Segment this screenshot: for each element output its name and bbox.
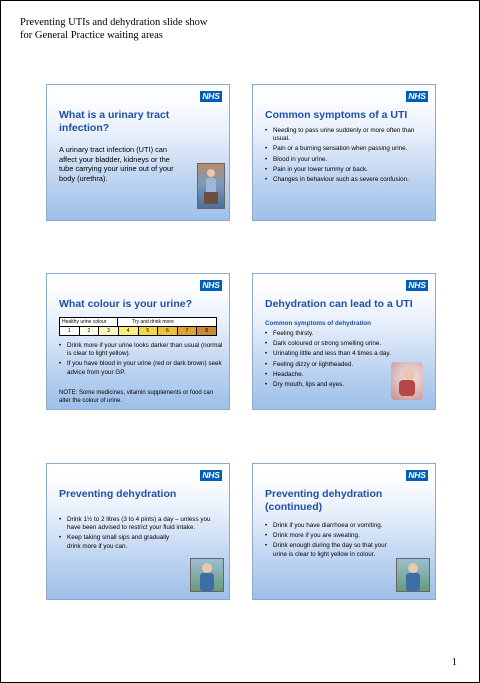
- slide-title: Preventing dehydration: [59, 488, 177, 500]
- slide-body: A urinary tract infection (UTI) can affect your bladder, kidneys or the tube carrying your urine out of your body (urethra).: [59, 145, 174, 183]
- chart-labels: [59, 317, 217, 326]
- urine-advice-list: [59, 342, 223, 379]
- prevention-list: [59, 516, 223, 553]
- list-item: • Drink more if you are sweating.: [265, 532, 429, 540]
- drink-more-label: Try and drink more: [132, 319, 174, 325]
- drinking-photo: [391, 362, 423, 400]
- colour-cell-5: 5: [139, 327, 159, 335]
- colour-cell-8: 8: [197, 327, 216, 335]
- healthy-label: Healthy urine colour: [62, 318, 118, 326]
- chart-cells: [59, 326, 217, 336]
- colour-cell-7: 7: [178, 327, 198, 335]
- slide-subheading: Common symptoms of dehydration: [265, 320, 372, 327]
- colour-cell-6: 6: [158, 327, 178, 335]
- list-item: • If you have blood in your urine (red or dark brown) seek advice from your GP.: [59, 360, 223, 376]
- dehydration-symptom-list: [265, 330, 395, 391]
- nhs-logo: NHS: [406, 470, 428, 481]
- colour-cell-4: 4: [119, 327, 139, 335]
- list-item: • Drink if you have diarrhoea or vomiting.: [265, 522, 429, 530]
- slide-urine-colour: [46, 273, 230, 410]
- list-item: • Headache.: [265, 371, 395, 379]
- nurse-photo: [190, 558, 224, 592]
- list-item: • Drink enough during the day so that your urine is clear to light yellow in colour.: [265, 542, 393, 558]
- nhs-logo: NHS: [406, 280, 428, 291]
- slide-uti-symptoms: [252, 84, 436, 221]
- list-item: • Drink 1½ to 2 litres (3 to 4 pints) a day – unless you have been advised to restrict your fluid intake.: [59, 516, 223, 532]
- slide-what-is-uti: [46, 84, 230, 221]
- urine-colour-chart: [59, 317, 217, 336]
- handout-header: [20, 16, 208, 42]
- prevention-continued-list: [265, 522, 429, 561]
- header-line-2: for General Practice waiting areas: [20, 30, 163, 41]
- slide-title: Dehydration can lead to a UTI: [265, 298, 413, 310]
- list-item: • Feeling dizzy or lightheaded.: [265, 361, 395, 369]
- list-item: • Dry mouth, lips and eyes.: [265, 381, 395, 389]
- colour-cell-3: 3: [99, 327, 119, 335]
- nhs-logo: NHS: [200, 91, 222, 102]
- list-item: • Pain or a burning sensation when passing urine.: [265, 145, 429, 153]
- slide-preventing-dehydration: [46, 463, 230, 600]
- page-number: 1: [451, 657, 457, 668]
- list-item: • Urinating little and less than 4 times a day.: [265, 350, 425, 358]
- list-item: • Pain in your lower tummy or back.: [265, 166, 429, 174]
- colour-cell-2: 2: [80, 327, 100, 335]
- list-item: • Drink more if your urine looks darker than usual (normal is clear to light yellow).: [59, 342, 223, 358]
- nhs-logo: NHS: [200, 280, 222, 291]
- slide-title: Preventing dehydration (continued): [265, 488, 383, 513]
- list-item: • Needing to pass urine suddenly or more often than usual.: [265, 127, 429, 143]
- symptom-list: [265, 127, 429, 186]
- elderly-woman-photo: [197, 163, 225, 209]
- list-item: • Blood in your urine.: [265, 156, 429, 164]
- slide-dehydration-uti: [252, 273, 436, 410]
- slide-note: NOTE: Some medicines, vitamin supplements or food can alter the colour of urine.: [59, 390, 214, 404]
- list-item: • Changes in behaviour such as severe confusion.: [265, 176, 429, 184]
- nurse-photo: [396, 558, 430, 592]
- colour-cell-1: 1: [60, 327, 80, 335]
- slide-preventing-dehydration-continued: [252, 463, 436, 600]
- list-item: • Keep taking small sips and gradually drink more if you can.: [59, 534, 183, 550]
- slide-title: What is a urinary tract infection?: [59, 109, 170, 134]
- list-item: • Feeling thirsty.: [265, 330, 395, 338]
- slide-title: What colour is your urine?: [59, 298, 193, 310]
- nhs-logo: NHS: [200, 470, 222, 481]
- nhs-logo: NHS: [406, 91, 428, 102]
- slide-title: Common symptoms of a UTI: [265, 109, 408, 121]
- header-line-1: Preventing UTIs and dehydration slide show: [20, 17, 208, 28]
- list-item: • Dark coloured or strong smelling urine.: [265, 340, 395, 348]
